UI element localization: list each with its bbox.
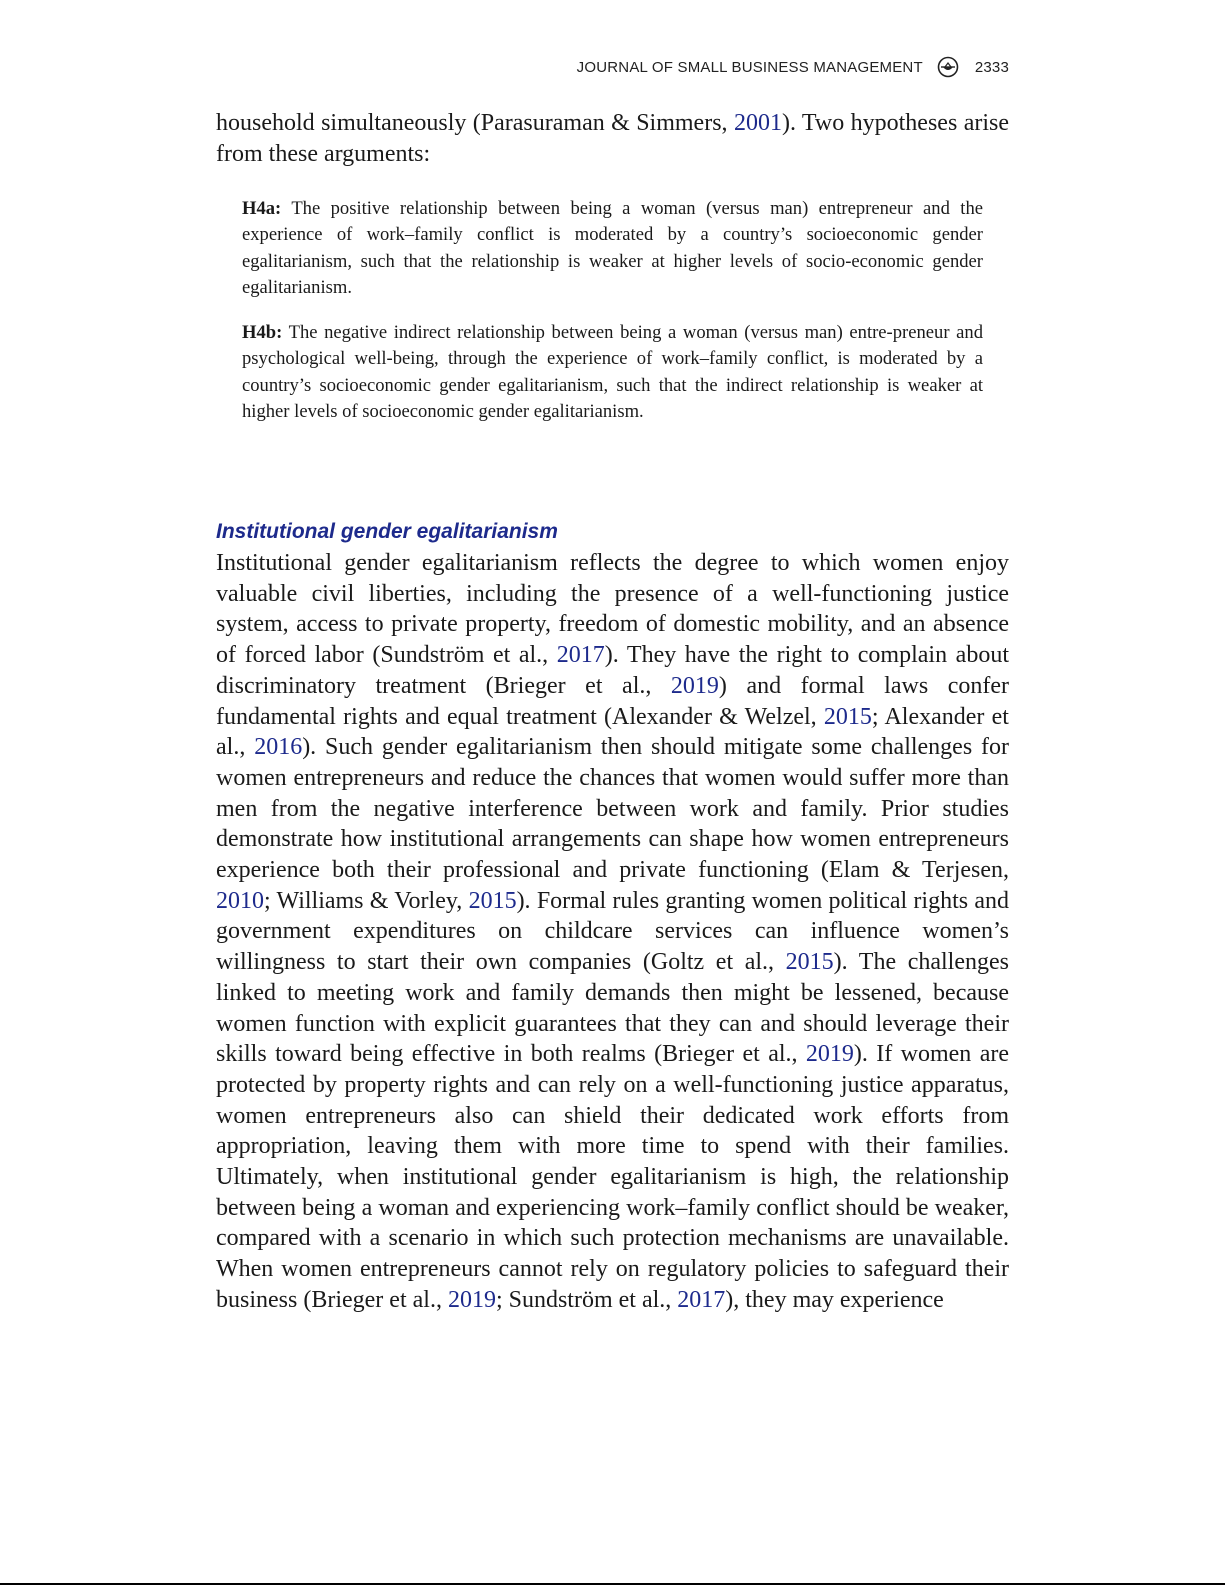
- citation-link[interactable]: 2017: [556, 642, 605, 669]
- main-paragraph: [216, 548, 1009, 1316]
- citation-link[interactable]: 2001: [733, 110, 782, 136]
- citation-link[interactable]: 2019: [805, 1041, 854, 1068]
- citation-link[interactable]: 2015: [785, 949, 834, 976]
- citation-link[interactable]: 2019: [447, 1286, 496, 1313]
- text-run: ). They have the right to complain about discriminatory treatment (Brieger et al.,: [216, 642, 1009, 699]
- hypothesis-label: H4a:: [242, 198, 282, 219]
- citation-link[interactable]: 2016: [254, 734, 303, 761]
- citation-link[interactable]: 2010: [216, 887, 264, 914]
- text-run: ). The challenges linked to meeting work and family demands then might be lessened, because women function with explicit guarantees that they can and should leverage their skills toward being effective in both realms (Brieger et al.,: [216, 949, 1009, 1068]
- hypothesis-h4a: [242, 196, 983, 301]
- text-run: ; Alexander et al.,: [216, 703, 1009, 761]
- text-run: ; Sundström et al.,: [495, 1286, 678, 1313]
- citation-link[interactable]: 2015: [468, 887, 517, 914]
- running-head: [577, 56, 1009, 78]
- page-number: 2333: [974, 58, 1009, 76]
- hypothesis-label: H4b:: [242, 322, 283, 343]
- text-run: ; Williams & Vorley,: [264, 887, 469, 914]
- citation-link[interactable]: 2015: [823, 703, 872, 730]
- text-run: ). Such gender egalitarianism then should mitigate some challenges for women entrepreneurs and reduce the chances that women would suffer more than men from the negative interference between work and family. Prior studies demonstrate how institutional arrangements can shape how women entrepreneurs experience both their professional and private functioning (Elam & Terjesen,: [216, 734, 1010, 884]
- text-run: ). If women are protected by property rights and can rely on a well-functioning justice apparatus, women entrepreneurs also can shield their dedicated work efforts from appropriation, leaving them with more time to spend with their families. Ultimately, when institutional gender egalitarianism is high, the relationship between being a woman and experiencing work–family conflict should be weaker, compared with a scenario in which such protection mechanisms are unavailable. When women entrepreneurs cannot rely on regulatory policies to safeguard their business (Brieger et al.,: [216, 1041, 1009, 1313]
- intro-paragraph: [216, 108, 1009, 169]
- text-run: ). Formal rules granting women political rights and government expenditures on childcare services can influence women’s willingness to start their own companies (Goltz et al.,: [216, 887, 1010, 976]
- text-run: ). Two hypotheses arise from these arguments:: [216, 110, 1009, 167]
- text-run: ), they may experience: [725, 1286, 944, 1313]
- citation-link[interactable]: 2017: [677, 1286, 726, 1313]
- hypothesis-text: The negative indirect relationship between being a woman (versus man) entre-preneur and psychological well-being, through the experience of work–family conflict, is moderated by a country’s socioeconomic gender egalitarianism, such that the indirect relationship is weaker at higher levels of socioeconomic gender egalitarianism.: [242, 322, 983, 422]
- journal-logo-icon: [937, 56, 959, 78]
- text-run: Institutional gender egalitarianism reflects the degree to which women enjoy valuable civil liberties, including the presence of a well-functioning justice system, access to private property, freedom of domestic mobility, and an absence of forced labor (Sundström et al.,: [216, 550, 1009, 669]
- text-run: household simultaneously (Parasuraman & Simmers,: [216, 110, 734, 136]
- text-run: ) and formal laws confer fundamental rights and equal treatment (Alexander & Welzel,: [216, 672, 1010, 730]
- hypothesis-h4b: [242, 320, 983, 425]
- journal-name: JOURNAL OF SMALL BUSINESS MANAGEMENT: [576, 58, 923, 76]
- section-heading: Institutional gender egalitarianism: [216, 520, 558, 543]
- hypothesis-text: The positive relationship between being a woman (versus man) entrepreneur and the experience of work–family conflict is moderated by a country’s socioeconomic gender egalitarianism, such that the relationship is weaker at higher levels of socio-economic gender egalitarianism.: [242, 198, 983, 298]
- citation-link[interactable]: 2019: [670, 672, 719, 699]
